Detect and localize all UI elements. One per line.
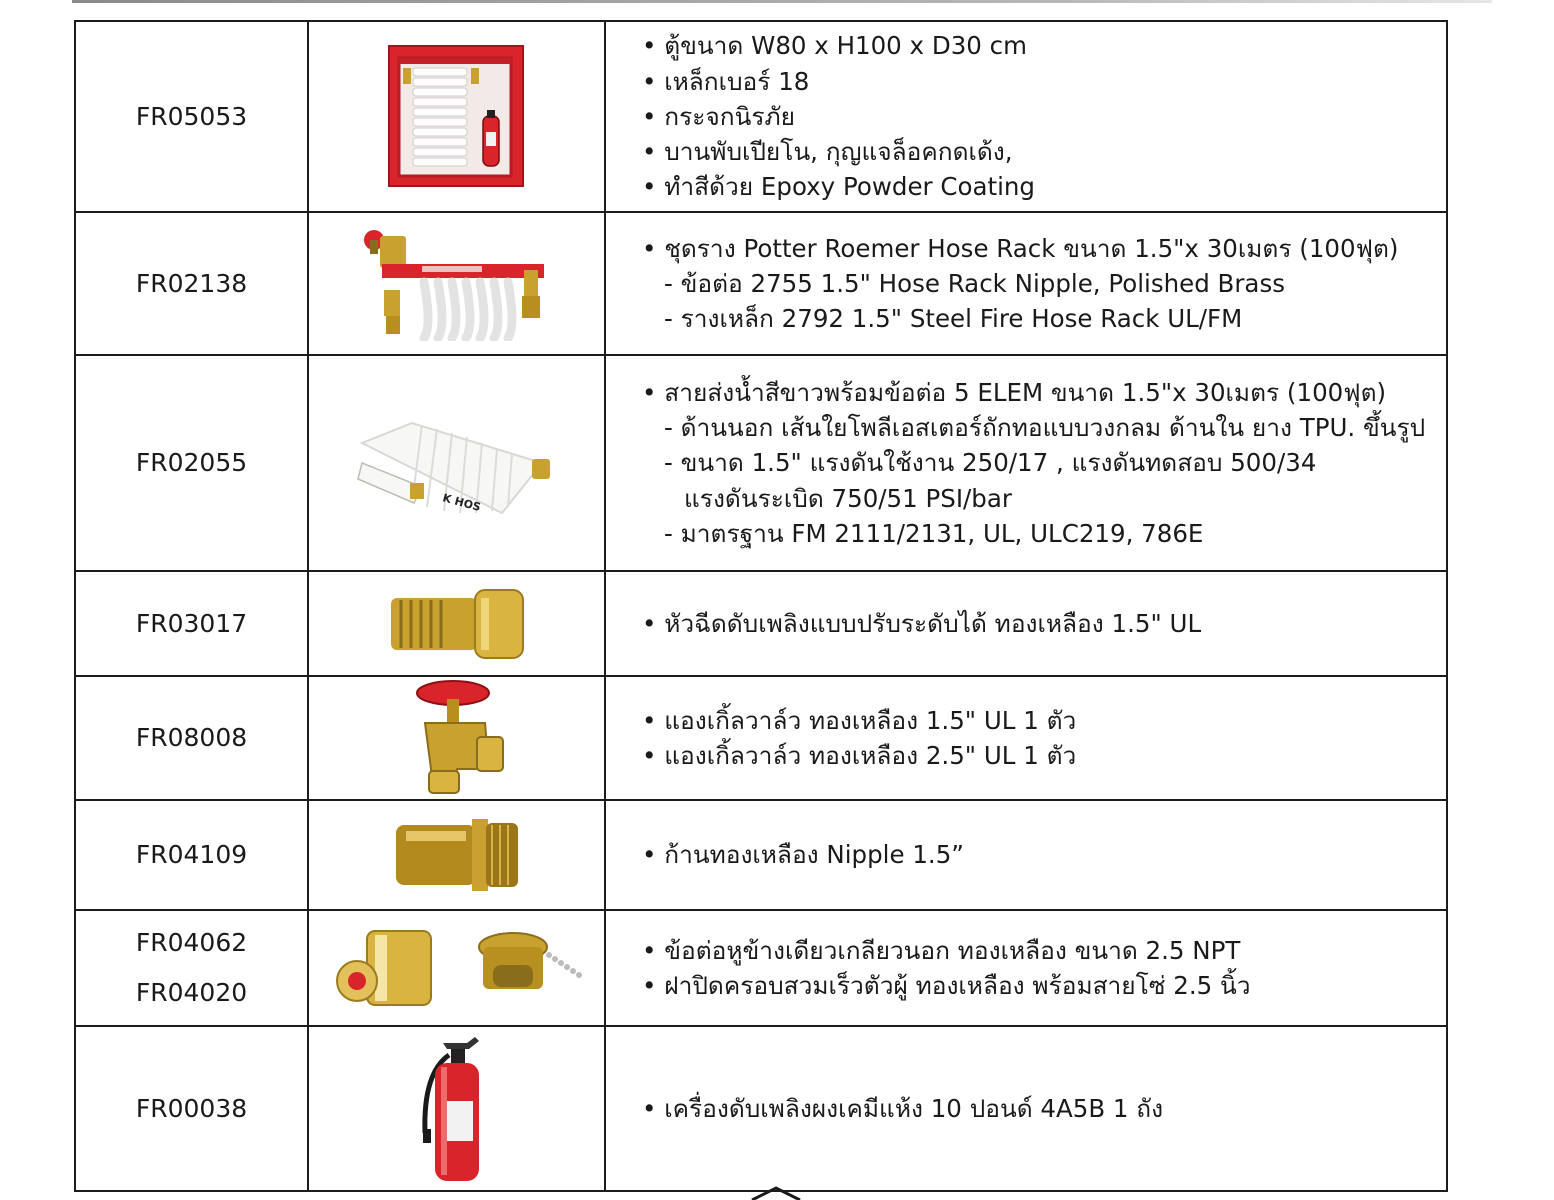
table-row: [75, 355, 1447, 571]
product-image-cell: [308, 212, 605, 355]
top-divider: [72, 0, 1492, 3]
product-image-cell: [308, 1026, 605, 1191]
brass-adapter-and-cap-icon: [327, 925, 587, 1011]
fire-hose-cabinet-icon: [387, 44, 527, 189]
product-code: FR02138: [135, 268, 248, 298]
product-description-cell: [605, 676, 1447, 800]
description-line: • กระจกนิรภัย: [642, 101, 795, 131]
product-description-cell: [605, 910, 1447, 1026]
product-code-cell: [75, 355, 308, 571]
product-code-cell: [75, 1026, 308, 1191]
description-line: - รางเหล็ก 2792 1.5" Steel Fire Hose Rack UL/FM: [664, 304, 1243, 334]
product-image-cell: [308, 800, 605, 910]
product-table: [74, 20, 1448, 1192]
description-line: • สายส่งน้ำสีขาวพร้อมข้อต่อ 5 ELEM ขนาด 1.5"x 30เมตร (100ฟุต): [642, 377, 1387, 407]
product-description-cell: [605, 355, 1447, 571]
product-code: FR02055: [135, 448, 248, 477]
hose-rack-icon: [362, 226, 552, 341]
product-description-cell: [605, 1026, 1447, 1191]
product-code: FR04062: [135, 928, 248, 957]
product-code: FR04109: [135, 840, 248, 869]
product-code: FR00038: [135, 1093, 248, 1123]
description-line: • ข้อต่อหูข้างเดียวเกลียวนอก ทองเหลือง ขนาด 2.5 NPT: [642, 935, 1241, 965]
description-line: • บานพับเปียโน, กุญแจล็อคกดเด้ง,: [642, 137, 1013, 167]
description-line: • เหล็กเบอร์ 18: [642, 66, 810, 96]
description-line: - มาตรฐาน FM 2111/2131, UL, ULC219, 786E: [664, 518, 1204, 548]
product-code-cell: [75, 21, 308, 212]
brass-nozzle-icon: [387, 586, 527, 662]
product-code-cell: [75, 800, 308, 910]
angle-valve-icon: [407, 679, 507, 797]
description-line: • ทำสีด้วย Epoxy Powder Coating: [642, 172, 1035, 202]
description-line: แรงดันระเบิด 750/51 PSI/bar: [684, 483, 1012, 513]
table-row: [75, 1026, 1447, 1191]
product-code: FR05053: [135, 101, 248, 131]
product-description-cell: [605, 571, 1447, 676]
product-code: FR04020: [135, 978, 248, 1007]
table-row: [75, 21, 1447, 212]
svg-text:K HOS: K HOS: [440, 491, 482, 514]
product-image-cell: [308, 21, 605, 212]
brass-nipple-icon: [392, 815, 522, 895]
product-image-cell: [308, 355, 605, 571]
fire-extinguisher-icon: [417, 1033, 497, 1185]
description-line: • แองเกิ้ลวาล์ว ทองเหลือง 1.5" UL 1 ตัว: [642, 705, 1077, 735]
description-line: • ชุดราง Potter Roemer Hose Rack ขนาด 1.5"x 30เมตร (100ฟุต): [642, 233, 1399, 263]
product-image-cell: [308, 910, 605, 1026]
product-code-cell: [75, 212, 308, 355]
product-code-cell: [75, 571, 308, 676]
product-description-cell: [605, 800, 1447, 910]
product-code-cell: [75, 910, 308, 1026]
product-image-cell: [308, 676, 605, 800]
product-code-cell: [75, 676, 308, 800]
description-line: • ฝาปิดครอบสวมเร็วตัวผู้ ทองเหลือง พร้อมสายโซ่ 2.5 นิ้ว: [642, 971, 1251, 1000]
footer-logo-icon: [748, 1186, 804, 1200]
table-row: [75, 212, 1447, 355]
table-row: [75, 676, 1447, 800]
product-description-cell: [605, 212, 1447, 355]
white-fire-hose-icon: [352, 403, 562, 523]
description-line: • ก้านทองเหลือง Nipple 1.5”: [642, 840, 964, 870]
product-code: FR08008: [135, 723, 248, 752]
description-line: • แองเกิ้ลวาล์ว ทองเหลือง 2.5" UL 1 ตัว: [642, 741, 1077, 770]
description-line: • ตู้ขนาด W80 x H100 x D30 cm: [642, 31, 1028, 61]
description-line: - ด้านนอก เส้นใยโพลีเอสเตอร์ถักทอแบบวงกลม ด้านใน ยาง TPU. ขึ้นรูป: [664, 413, 1426, 443]
product-description-cell: [605, 21, 1447, 212]
table-row: [75, 800, 1447, 910]
table-row: [75, 910, 1447, 1026]
product-code: FR03017: [135, 608, 248, 638]
description-line: • เครื่องดับเพลิงผงเคมีแห้ง 10 ปอนด์ 4A5B 1 ถัง: [642, 1093, 1164, 1123]
description-line: - ข้อต่อ 2755 1.5" Hose Rack Nipple, Polished Brass: [664, 268, 1285, 298]
product-image-cell: [308, 571, 605, 676]
description-line: • หัวฉีดดับเพลิงแบบปรับระดับได้ ทองเหลือง 1.5" UL: [642, 608, 1202, 638]
description-line: - ขนาด 1.5" แรงดันใช้งาน 250/17 , แรงดันทดสอบ 500/34: [664, 448, 1317, 478]
table-row: [75, 571, 1447, 676]
